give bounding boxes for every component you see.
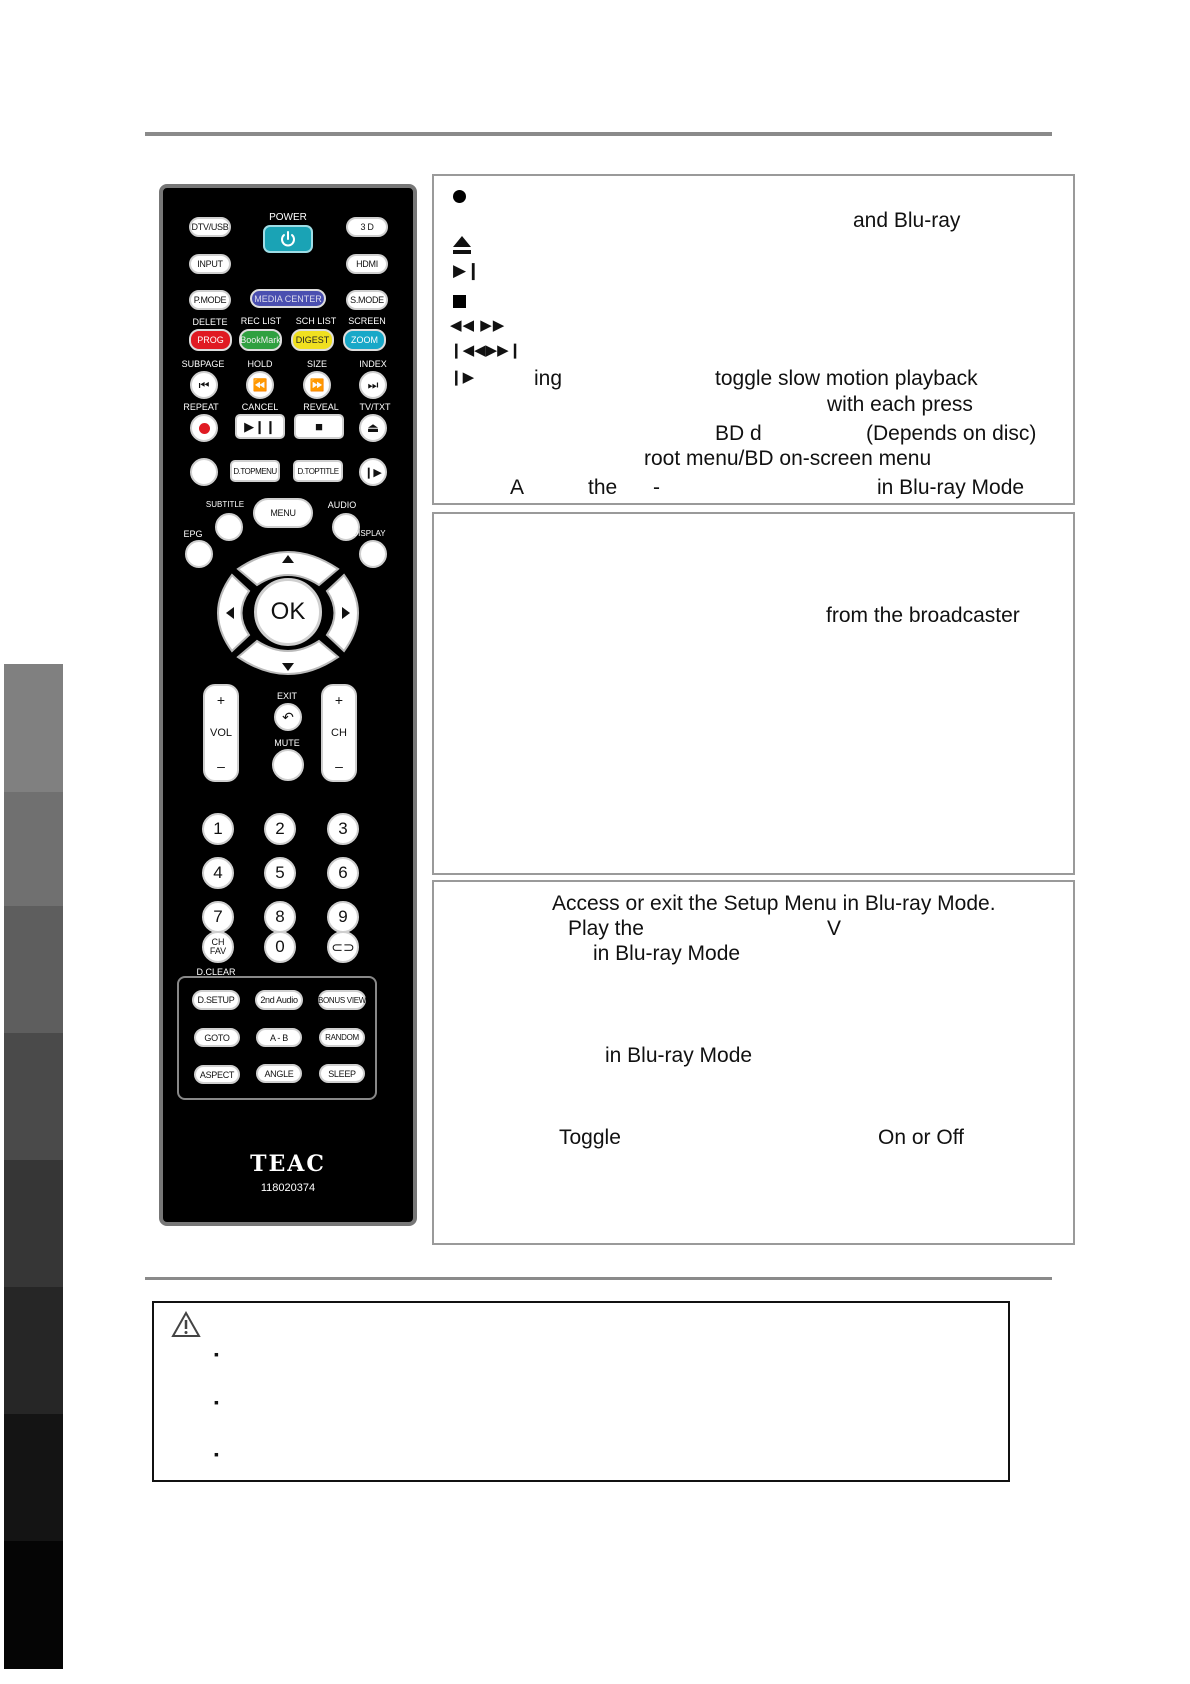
box1-line-6a: A: [510, 476, 525, 499]
display-label: DISPLAY: [352, 529, 386, 538]
box1-line-4a: BD d: [715, 422, 762, 445]
d-toptitle-button: D.TOPTITLE: [293, 460, 343, 482]
stop-icon: [453, 295, 466, 308]
power-icon: [279, 230, 297, 248]
hold-label: HOLD: [247, 359, 273, 369]
digit-2-button: 2: [264, 813, 296, 845]
swap-icon: ⊂⊃: [331, 938, 355, 955]
stop-icon: ■: [315, 419, 323, 434]
brand-logo: TEAC: [250, 1151, 326, 1177]
bonus-view-button: BONUS VIEW: [318, 990, 366, 1010]
cancel-label: CANCEL: [241, 402, 279, 412]
ch-down: –: [335, 758, 343, 774]
subtitle-label: SUBTITLE: [205, 500, 245, 509]
menu-button: MENU: [253, 498, 313, 528]
record-dot-icon: [453, 190, 466, 203]
box3-line-5a: Toggle: [559, 1126, 621, 1149]
audio-label: AUDIO: [327, 500, 357, 510]
description-box-2: [432, 512, 1075, 875]
skip-forward-button: [359, 371, 387, 399]
digit-7-button: 7: [202, 901, 234, 933]
slow-motion-icon: ❙▶: [450, 369, 475, 386]
s-mode-button: S.MODE: [346, 290, 388, 310]
skip-icon: ❙◀◀▶▶❙: [450, 342, 522, 359]
slow-motion-icon: ❙▶: [364, 466, 382, 479]
box1-line-5: root menu/BD on-screen menu: [644, 447, 932, 470]
3d-button: 3 D: [346, 217, 388, 237]
top-rule: [145, 132, 1052, 136]
index-label: INDEX: [359, 359, 387, 369]
eject-button: [359, 414, 387, 442]
digit-4-button: 4: [202, 857, 234, 889]
box1-line-6b: the: [588, 476, 618, 499]
return-icon: ↶: [282, 708, 294, 725]
digit-0-button: 0: [264, 931, 296, 963]
box1-line-2b: toggle slow motion playback: [715, 367, 978, 390]
eject-icon: [452, 235, 472, 255]
prog-red-button: PROG: [189, 329, 232, 351]
ch-fav-button: CH FAV: [202, 931, 234, 963]
fast-forward-button: [303, 371, 331, 399]
exit-button: [274, 703, 302, 731]
box3-line-3: in Blu-ray Mode: [593, 942, 741, 965]
model-number: 118020374: [260, 1182, 316, 1194]
vol-down: –: [217, 758, 225, 774]
zoom-blue-button: ZOOM: [343, 329, 386, 351]
power-button: [263, 225, 313, 253]
fast-forward-icon: ⏩: [309, 378, 325, 392]
digest-yellow-button: DIGEST: [291, 329, 334, 351]
box3-line-2b: V: [827, 917, 842, 940]
power-label: POWER: [269, 212, 307, 223]
digit-5-button: 5: [264, 857, 296, 889]
rewind-icon: ⏪: [252, 378, 268, 392]
skip-back-icon: ⏮: [198, 377, 210, 392]
remote-control-image: [159, 184, 417, 1226]
box1-line-1: and Blu-ray: [853, 209, 961, 232]
repeat-label: REPEAT: [183, 402, 219, 412]
goto-button: GOTO: [194, 1028, 240, 1047]
eject-icon: ⏏: [366, 420, 380, 435]
subpage-label: SUBPAGE: [181, 359, 225, 369]
rec-list-label: REC LIST: [240, 316, 282, 326]
ch-up: +: [334, 692, 344, 708]
sleep-button: SLEEP: [319, 1064, 365, 1083]
play-pause-button: [235, 414, 285, 439]
bottom-rule: [145, 1277, 1052, 1280]
box2-line-1: from the broadcaster: [826, 604, 1020, 627]
digit-1-button: 1: [202, 813, 234, 845]
display-button: [359, 540, 387, 568]
box1-line-2a: ing: [534, 367, 563, 390]
warning-triangle-icon: [171, 1311, 201, 1338]
d-clear-label: D.CLEAR: [196, 967, 236, 977]
record-dot-icon: [199, 423, 210, 434]
box3-line-4: in Blu-ray Mode: [605, 1044, 753, 1067]
ch-label: CH: [331, 727, 347, 739]
note-bullet-1: ▪: [214, 1346, 219, 1362]
skip-forward-icon: ⏭: [367, 377, 379, 392]
digit-8-button: 8: [264, 901, 296, 933]
vol-label: VOL: [209, 727, 232, 739]
epg-button: [185, 540, 213, 568]
mute-label: MUTE: [274, 738, 300, 748]
random-button: RANDOM: [319, 1028, 365, 1047]
stop-button: [294, 414, 344, 439]
slow-motion-button: [359, 458, 387, 486]
play-pause-icon: ▶❙: [453, 261, 481, 280]
volume-rocker: [203, 684, 239, 782]
reveal-label: REVEAL: [303, 402, 339, 412]
delete-label: DELETE: [192, 317, 228, 327]
notes-box: [152, 1301, 1010, 1482]
input-button: INPUT: [189, 254, 231, 274]
rewind-fastforward-icon: ◀◀ ▶▶: [450, 317, 506, 334]
blank-round-button: [190, 458, 218, 486]
aspect-button: ASPECT: [194, 1065, 240, 1084]
angle-button: ANGLE: [256, 1064, 302, 1083]
box1-line-4b: (Depends on disc): [866, 422, 1037, 445]
vol-up: +: [216, 692, 226, 708]
box3-line-5b: On or Off: [878, 1126, 964, 1149]
box3-line-1: Access or exit the Setup Menu in Blu-ray Mode.: [552, 892, 996, 915]
d-setup-button: D.SETUP: [192, 990, 240, 1010]
a-b-button: A - B: [256, 1028, 302, 1047]
digit-3-button: 3: [327, 813, 359, 845]
mute-button: [272, 749, 304, 781]
d-topmenu-button: D.TOPMENU: [230, 460, 280, 482]
rewind-button: [246, 371, 274, 399]
box3-line-2a: Play the: [568, 917, 644, 940]
subtitle-button: [215, 513, 243, 541]
screen-label: SCREEN: [348, 316, 386, 326]
sch-list-label: SCH LIST: [295, 316, 337, 326]
box1-line-6c: -: [653, 476, 660, 499]
note-bullet-2: ▪: [214, 1394, 219, 1410]
bookmark-green-button: BookMark: [239, 329, 282, 351]
box1-line-3: with each press: [827, 393, 973, 416]
digit-6-button: 6: [327, 857, 359, 889]
channel-rocker: [321, 684, 357, 782]
exit-label: EXIT: [276, 691, 298, 701]
media-center-button: MEDIA CENTER: [250, 289, 326, 308]
dtv-usb-button: DTV/USB: [189, 217, 231, 237]
epg-label: EPG: [183, 529, 203, 539]
digit-9-button: 9: [327, 901, 359, 933]
play-pause-icon: ▶❙❙: [244, 418, 276, 434]
ok-button: OK: [254, 578, 322, 646]
tv-txt-label: TV/TXT: [359, 402, 391, 412]
description-box-3: [432, 880, 1075, 1245]
hdmi-button: HDMI: [346, 254, 388, 274]
record-button: [190, 414, 218, 442]
2nd-audio-button: 2nd Audio: [255, 990, 303, 1010]
p-mode-button: P.MODE: [189, 290, 231, 310]
note-bullet-3: ▪: [214, 1446, 219, 1462]
box1-line-6d: in Blu-ray Mode: [877, 476, 1025, 499]
size-label: SIZE: [306, 359, 328, 369]
swap-button: [327, 931, 359, 963]
skip-back-button: [190, 371, 218, 399]
